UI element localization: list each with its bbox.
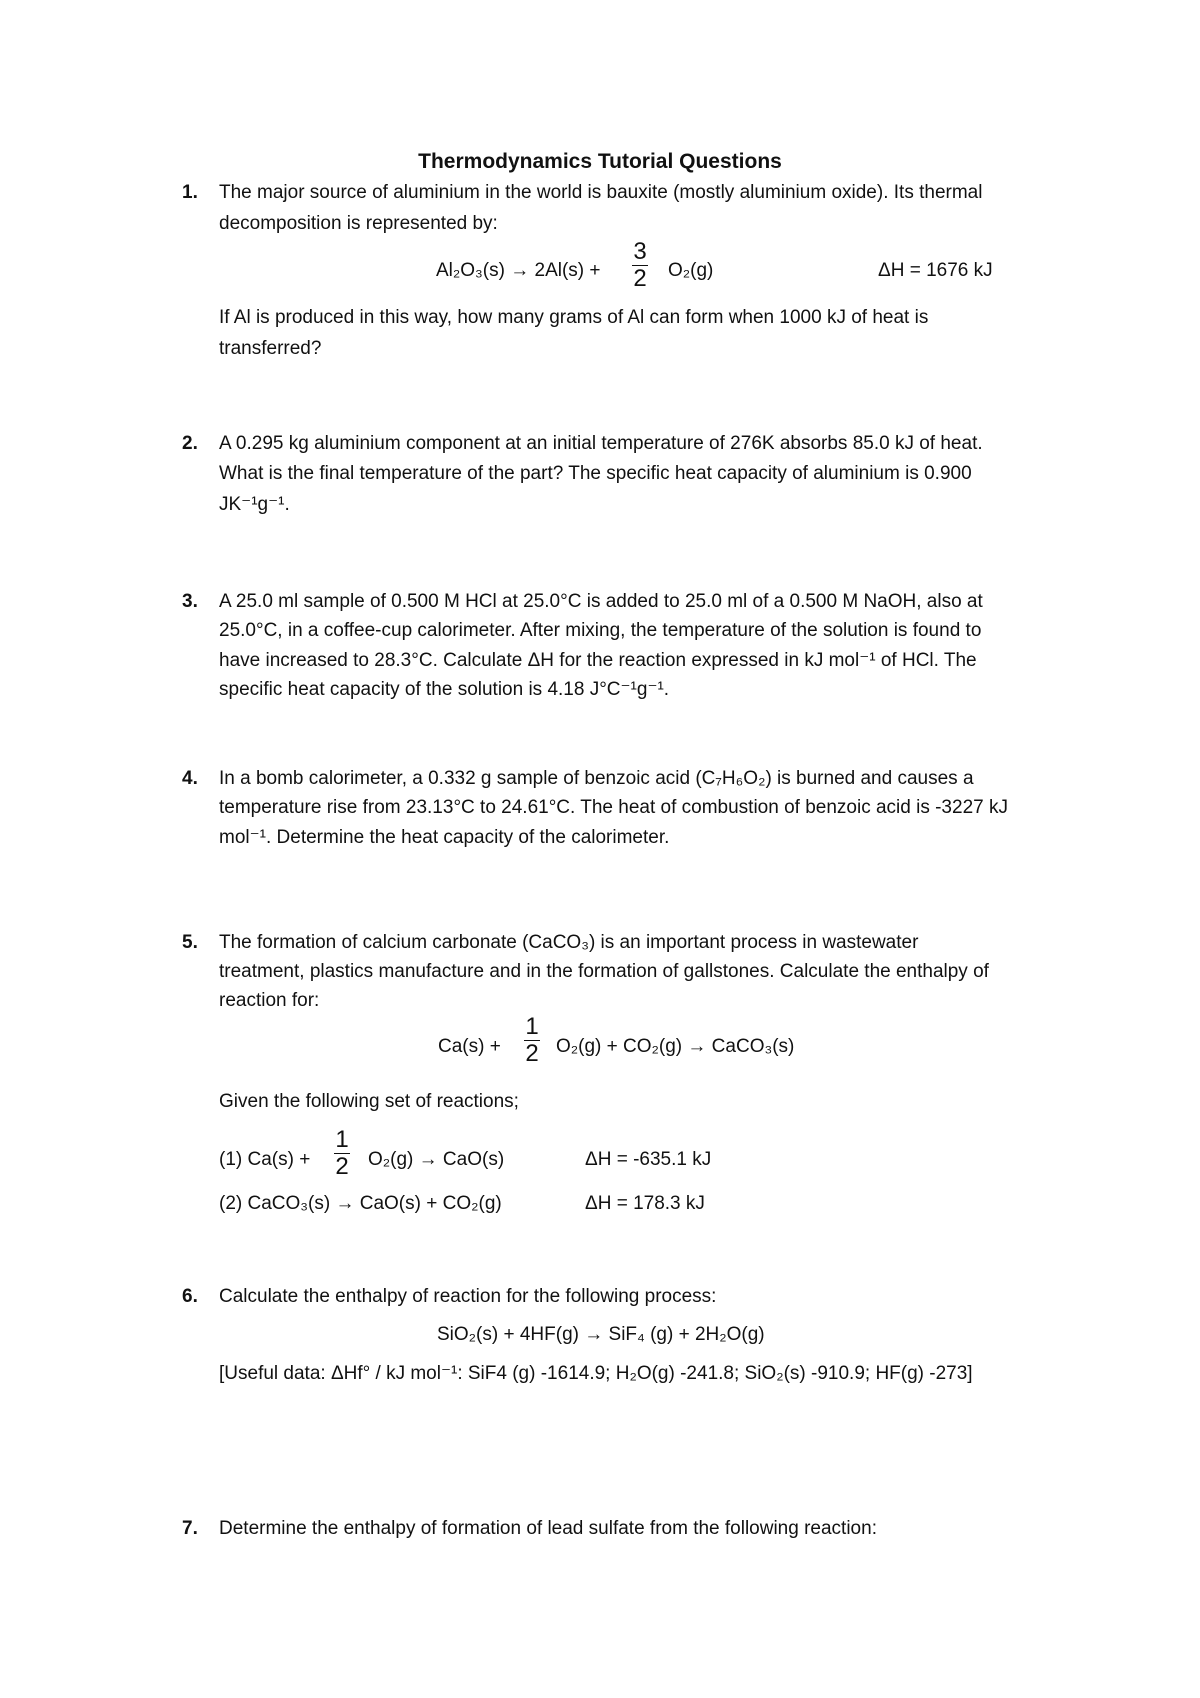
question-7-line-1: Determine the enthalpy of formation of lead sulfate from the following reaction: bbox=[219, 1518, 877, 1539]
question-3-line-2: 25.0°C, in a coffee-cup calorimeter. After mixing, the temperature of the solution is found to bbox=[219, 620, 982, 641]
question-1-number: 1. bbox=[182, 182, 198, 203]
question-1-equation-left: Al₂O₃(s) → 2Al(s) + bbox=[436, 260, 601, 281]
reaction-2-enthalpy: ΔH = 178.3 kJ bbox=[585, 1193, 705, 1214]
reaction-2: (2) CaCO₃(s) → CaO(s) + CO₂(g) bbox=[219, 1193, 502, 1214]
fraction-numerator: 3 bbox=[633, 238, 647, 265]
page-title: Thermodynamics Tutorial Questions bbox=[418, 150, 782, 173]
question-4-line-2: temperature rise from 23.13°C to 24.61°C. The heat of combustion of benzoic acid is -3227 kJ bbox=[219, 797, 1008, 818]
question-3-line-1: A 25.0 ml sample of 0.500 M HCl at 25.0°C is added to 25.0 ml of a 0.500 M NaOH, also at bbox=[219, 591, 983, 612]
question-5-fraction bbox=[520, 1015, 544, 1066]
question-1-line-1: The major source of aluminium in the world is bauxite (mostly aluminium oxide). Its thermal bbox=[219, 182, 983, 203]
fraction-numerator: 1 bbox=[525, 1013, 539, 1040]
reaction-1-right: O₂(g) → CaO(s) bbox=[368, 1149, 505, 1170]
question-7-number: 7. bbox=[182, 1518, 198, 1539]
question-6-useful-data: [Useful data: ΔHf° / kJ mol⁻¹: SiF4 (g) -1614.9; H₂O(g) -241.8; SiO₂(s) -910.9; HF(g) -273] bbox=[219, 1363, 973, 1384]
question-5-line-1: The formation of calcium carbonate (CaCO₃) is an important process in wastewater bbox=[219, 932, 919, 953]
question-5-equation-right: O₂(g) + CO₂(g) → CaCO₃(s) bbox=[556, 1036, 795, 1057]
question-3-line-4: specific heat capacity of the solution is 4.18 J°C⁻¹g⁻¹. bbox=[219, 679, 670, 700]
fraction-denominator: 2 bbox=[525, 1040, 539, 1067]
question-6-number: 6. bbox=[182, 1286, 198, 1307]
question-6-equation: SiO₂(s) + 4HF(g) → SiF₄ (g) + 2H₂O(g) bbox=[437, 1324, 765, 1345]
reaction-1-left: (1) Ca(s) + bbox=[219, 1149, 311, 1170]
question-5-line-3: reaction for: bbox=[219, 990, 320, 1011]
question-5-number: 5. bbox=[182, 932, 198, 953]
question-2-line-2: What is the final temperature of the part? The specific heat capacity of aluminium is 0.900 bbox=[219, 463, 972, 484]
question-2-line-3: JK⁻¹g⁻¹. bbox=[219, 494, 290, 515]
question-5-given: Given the following set of reactions; bbox=[219, 1091, 519, 1112]
question-1-line-2: decomposition is represented by: bbox=[219, 213, 498, 234]
question-5-equation-left: Ca(s) + bbox=[438, 1036, 501, 1057]
reaction-1-fraction bbox=[330, 1128, 354, 1179]
question-4-number: 4. bbox=[182, 768, 198, 789]
question-3-number: 3. bbox=[182, 591, 198, 612]
question-2-number: 2. bbox=[182, 433, 198, 454]
question-4-line-1: In a bomb calorimeter, a 0.332 g sample of benzoic acid (C₇H₆O₂) is burned and causes a bbox=[219, 768, 974, 789]
question-3-line-3: have increased to 28.3°C. Calculate ΔH for the reaction expressed in kJ mol⁻¹ of HCl. The bbox=[219, 650, 977, 671]
question-1-enthalpy: ΔH = 1676 kJ bbox=[878, 260, 993, 281]
fraction-denominator: 2 bbox=[335, 1153, 349, 1180]
fraction-denominator: 2 bbox=[633, 265, 647, 292]
question-1-line-4: transferred? bbox=[219, 338, 322, 359]
question-1-fraction bbox=[628, 240, 652, 291]
reaction-1-enthalpy: ΔH = -635.1 kJ bbox=[585, 1149, 712, 1170]
question-5-line-2: treatment, plastics manufacture and in the formation of gallstones. Calculate the enthalpy of bbox=[219, 961, 989, 982]
question-2-line-1: A 0.295 kg aluminium component at an initial temperature of 276K absorbs 85.0 kJ of heat. bbox=[219, 433, 983, 454]
question-4-line-3: mol⁻¹. Determine the heat capacity of the calorimeter. bbox=[219, 827, 670, 848]
question-1-line-3: If Al is produced in this way, how many grams of Al can form when 1000 kJ of heat is bbox=[219, 307, 929, 328]
question-6-line-1: Calculate the enthalpy of reaction for the following process: bbox=[219, 1286, 717, 1307]
question-1-equation-right: O₂(g) bbox=[668, 260, 714, 281]
fraction-numerator: 1 bbox=[335, 1126, 349, 1153]
